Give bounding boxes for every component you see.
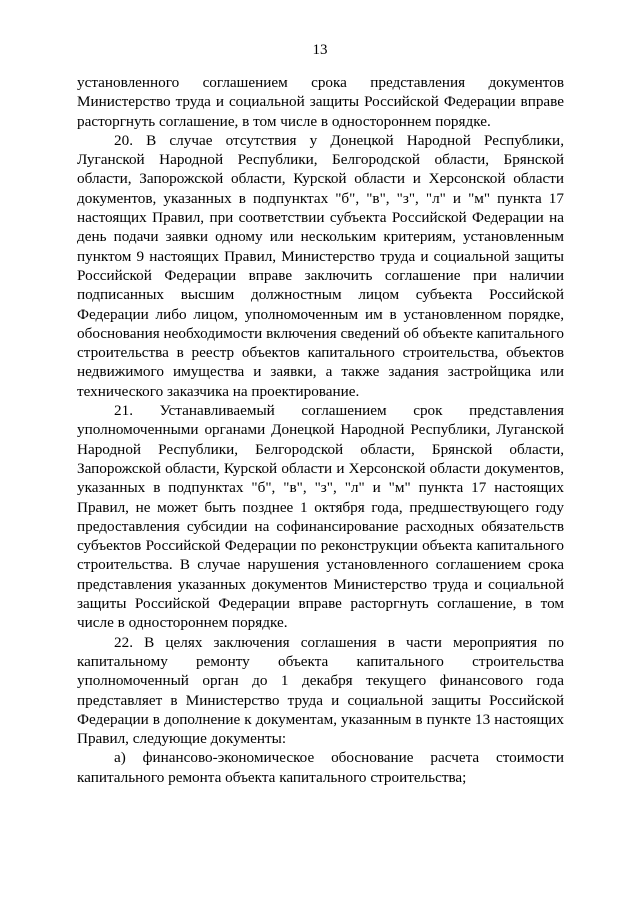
paragraph-item-20: 20. В случае отсутствия у Донецкой Народной Республики, Луганской Народной Республики, Белгородской области, Брянской области, Запорожской области, Курской области и Херсонской области документов, указанных в подпунктах "б", "в", "з", "л" и "м" пункта 17 настоящих Правил, при соответствии субъекта Российской Федерации на день подачи заявки одному или нескольким критериям, установленным пунктом 9 настоящих Правил, Министерство труда и социальной защиты Российской Федерации вправе заключить соглашение при наличии подписанных высшим должностным лицом субъекта Российской Федерации либо лицом, уполномоченным им в установленном порядке, обоснования необходимости включения сведений об объекте капитального строительства в реестр объектов капитального строительства, объектов недвижимого имущества и заявки, а также задания застройщика или технического заказчика на проектирование. xyxy=(77,131,564,400)
paragraph-continuation: установленного соглашением срока представления документов Министерство труда и социальной защиты Российской Федерации вправе расторгнуть соглашение, в том числе в одностороннем порядке. xyxy=(77,74,564,130)
paragraph-item-21: 21. Устанавливаемый соглашением срок представления уполномоченными органами Донецкой Народной Республики, Луганской Народной Республики, Белгородской области, Брянской области, Запорожской области, Курской области и Херсонской области документов, указанных в подпунктах "б", "в", "з", "л" и "м" пункта 17 настоящих Правил, не может быть позднее 1 октября года, предшествующего году предоставления субсидии на софинансирование расходных обязательств субъектов Российской Федерации по реконструкции объекта капитального строительства. В случае нарушения установленного соглашением срока представления указанных документов Министерство труда и социальной защиты Российской Федерации вправе расторгнуть соглашение, в том числе в одностороннем порядке. xyxy=(77,402,564,632)
paragraph-item-22: 22. В целях заключения соглашения в части мероприятия по капитальному ремонту объекта капитального строительства уполномоченный орган до 1 декабря текущего финансового года представляет в Министерство труда и социальной защиты Российской Федерации в дополнение к документам, указанным в пункте 13 настоящих Правил, следующие документы: xyxy=(77,633,564,748)
document-body xyxy=(77,73,564,787)
page-number: 13 xyxy=(312,42,328,58)
paragraph-subitem-a: а) финансово-экономическое обоснование расчета стоимости капитального ремонта объекта капитального строительства; xyxy=(77,749,564,786)
